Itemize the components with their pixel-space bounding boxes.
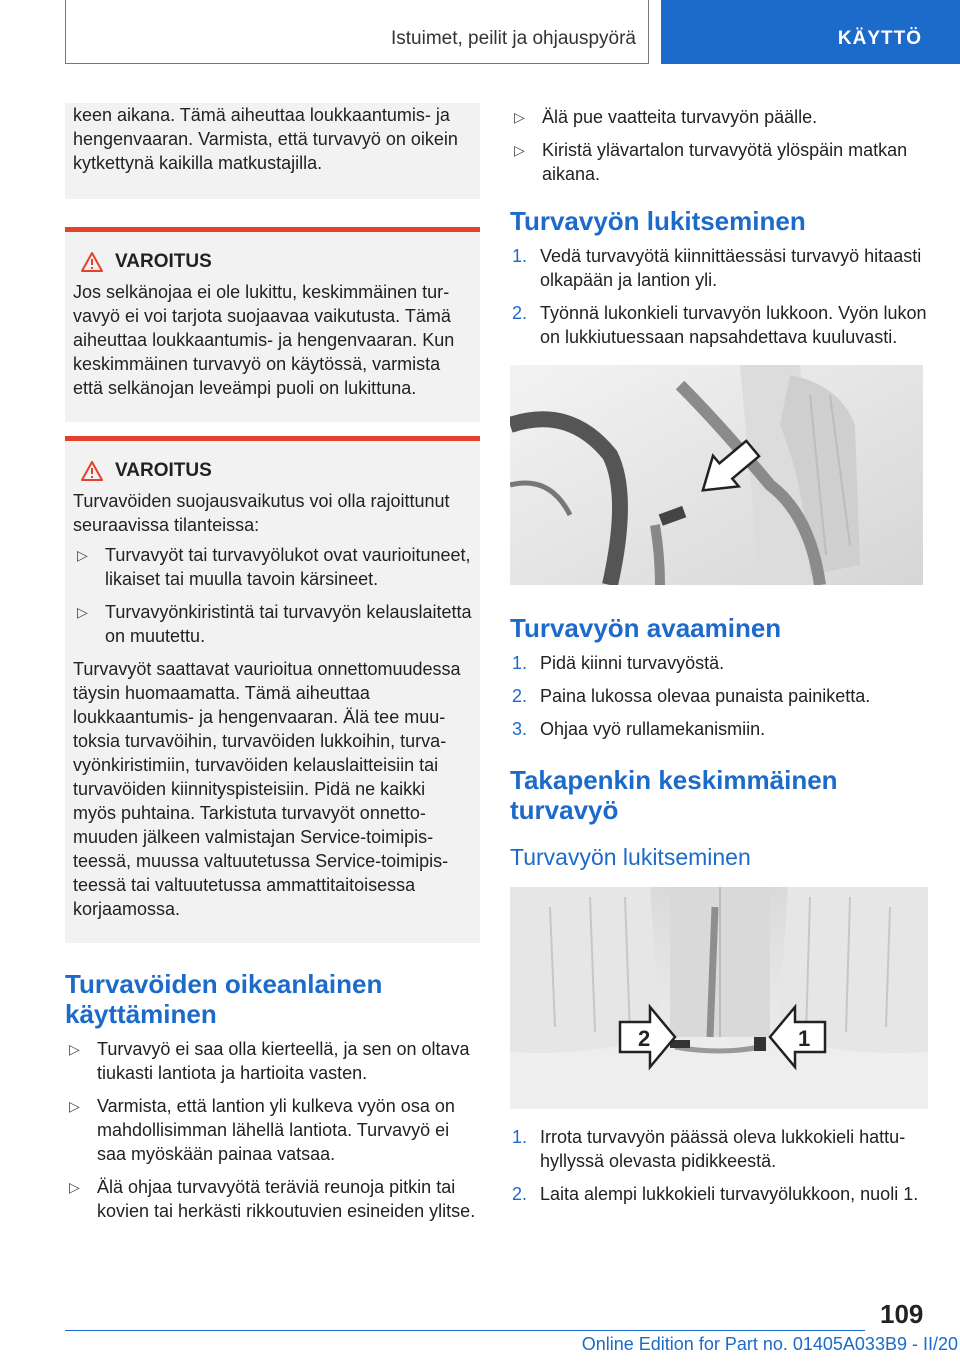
triangle-bullet-icon: ▷ (77, 604, 88, 620)
section-title: Istuimet, peilit ja ohjauspyörä (390, 28, 636, 49)
warning-box-1 (65, 227, 480, 422)
list-item (510, 651, 930, 675)
page-number: 109 (880, 1299, 924, 1329)
warning-intro-2: Turvavöiden suojausvaikutus voi olla rajoittunut seuraavissa tilanteissa: (73, 491, 450, 535)
footer-edition: Online Edition for Part no. 01405A033B9 - II/20 (581, 1334, 958, 1354)
intro-box-text: keen aikana. Tämä aiheuttaa loukkaantumis- ja hengenvaaran. Varmista, että turvavyö on oikein kytkettynä kaikilla matkustajilla. (73, 105, 458, 173)
list-item (510, 1125, 930, 1173)
intro-box (65, 103, 480, 199)
header-section-title (65, 0, 649, 64)
step-text: Ohjaa vyö rullamekanismiin. (540, 719, 766, 739)
list-item (65, 1175, 480, 1223)
section-heading-unfastening: Turvavyön avaaminen (510, 613, 782, 643)
list-item (510, 717, 930, 741)
warning-text-2: Turvavyöt saattavat vaurioitua onnettomuudessa täysin huomaamatta. Tämä aiheuttaa loukkaantumis- ja hengenvaaran. Älä tee muutoksia turvavöihin, turvavöiden lukkoihin, turvavyönkiristimiin, turvavöiden kelauslaitteisiin tai turvavöiden kiinnityspisteisiin. Pidä ne kaikki myös puhtaina. Tarkistuta turvavyöt onnettomuuden jälkeen valmistajan Service-toimipisteessä, muussa valtuutetussa Service-toimipisteessä tai valtuutetussa ammattitaitoisessa korjaamossa. (73, 659, 461, 919)
bullet-text: Turvavyönkiristintä tai turvavyön kelauslaitetta on muutettu. (105, 602, 472, 646)
warning-title-text-1: VAROITUS (115, 251, 212, 272)
triangle-bullet-icon: ▷ (77, 547, 88, 563)
triangle-bullet-icon: ▷ (69, 1041, 80, 1057)
list-item (510, 105, 930, 129)
triangle-bullet-icon: ▷ (514, 109, 525, 125)
step-number: 1. (512, 246, 528, 266)
warning-title-2 (73, 459, 472, 483)
fastening-steps (510, 244, 930, 349)
bullet-text: Varmista, että lantion yli kulkeva vyön osa on mahdollisimman lähellä lantiota. Turvavyö ei saa myöskään painaa vatsaa. (97, 1096, 455, 1164)
list-item (65, 1094, 480, 1166)
list-item (510, 684, 930, 708)
step-number: 2. (512, 303, 528, 323)
warning-bullet-list (73, 543, 472, 648)
step-number: 3. (512, 719, 528, 739)
section-heading-rear-center: Takapenkin keskimmäinen turvavyö (510, 765, 838, 825)
step-text: Pidä kiinni turvavyöstä. (540, 653, 725, 673)
figure-label: 2 (638, 1026, 651, 1051)
rear-fastening-steps (510, 1125, 930, 1206)
rear-center-seatbelt-illustration (510, 887, 928, 1109)
triangle-bullet-icon: ▷ (69, 1098, 80, 1114)
bullet-text: Älä pue vaatteita turvavyön päälle. (542, 107, 818, 127)
subheading-rear-fastening: Turvavyön lukitseminen (510, 844, 751, 870)
list-item (65, 1037, 480, 1085)
warning-title-1 (73, 250, 472, 274)
bullet-text: Turvavyöt tai turvavyölukot ovat vaurioituneet, likaiset tai muulla tavoin kärsineet. (105, 545, 471, 589)
header-chapter-tab[interactable] (661, 0, 960, 64)
step-text: Vedä turvavyötä kiinnittäessäsi turvavyö hitaasti olkapään ja lantion yli. (540, 246, 922, 290)
warning-title-text-2: VAROITUS (115, 460, 212, 481)
bullet-text: Kiristä ylävartalon turvavyötä ylöspäin matkan aikana. (542, 140, 908, 184)
list-item (73, 600, 472, 648)
step-number: 1. (512, 1127, 528, 1147)
list-item (510, 244, 930, 292)
step-text: Laita alempi lukkokieli turvavyölukkoon, nuoli 1. (540, 1184, 919, 1204)
warning-icon (81, 461, 103, 481)
list-item (510, 138, 930, 186)
warning-box-2 (65, 436, 480, 943)
warning-icon (81, 252, 103, 272)
unfastening-steps (510, 651, 930, 741)
step-number: 1. (512, 653, 528, 673)
figure-label: 1 (798, 1026, 811, 1051)
step-text: Paina lukossa olevaa punaista painiketta. (540, 686, 871, 706)
step-text: Irrota turvavyön päässä oleva lukkokieli hattuhyllyssä olevasta pidikkeestä. (540, 1127, 906, 1171)
list-item (510, 301, 930, 349)
triangle-bullet-icon: ▷ (69, 1179, 80, 1195)
step-number: 2. (512, 1184, 528, 1204)
section-heading-fastening: Turvavyön lukitseminen (510, 206, 806, 236)
list-item (510, 1182, 930, 1206)
step-number: 2. (512, 686, 528, 706)
seatbelt-fastening-illustration (510, 365, 923, 585)
proper-use-list (65, 1037, 480, 1223)
triangle-bullet-icon: ▷ (514, 142, 525, 158)
footer-divider (65, 1330, 865, 1331)
right-column (510, 103, 930, 1215)
clothing-list (510, 105, 930, 186)
section-heading-proper-use: Turvavöiden oikeanlainen käyttäminen (65, 969, 383, 1029)
bullet-text: Turvavyö ei saa olla kierteellä, ja sen on oltava tiukasti lantiota ja hartioita vasten. (97, 1039, 470, 1083)
chapter-label: KÄYTTÖ (837, 28, 922, 49)
list-item (73, 543, 472, 591)
left-column (65, 103, 480, 1232)
warning-text-1: Jos selkänojaa ei ole lukittu, keskimmäinen turvavyö ei voi tarjota suojaavaa vaikutusta. Tämä aiheuttaa loukkaantumis- ja hengenvaaran. Kun keskimmäinen turvavyö on käytössä, varmista että selkänojan leveämpi puoli on lukittuna. (73, 282, 455, 398)
step-text: Työnnä lukonkieli turvavyön lukkoon. Vyön lukon on lukkiutuessaan napsahdettava kuuluvasti. (540, 303, 927, 347)
bullet-text: Älä ohjaa turvavyötä teräviä reunoja pitkin tai kovien tai herkästi rikkoutuvien esineiden ylitse. (97, 1177, 476, 1221)
